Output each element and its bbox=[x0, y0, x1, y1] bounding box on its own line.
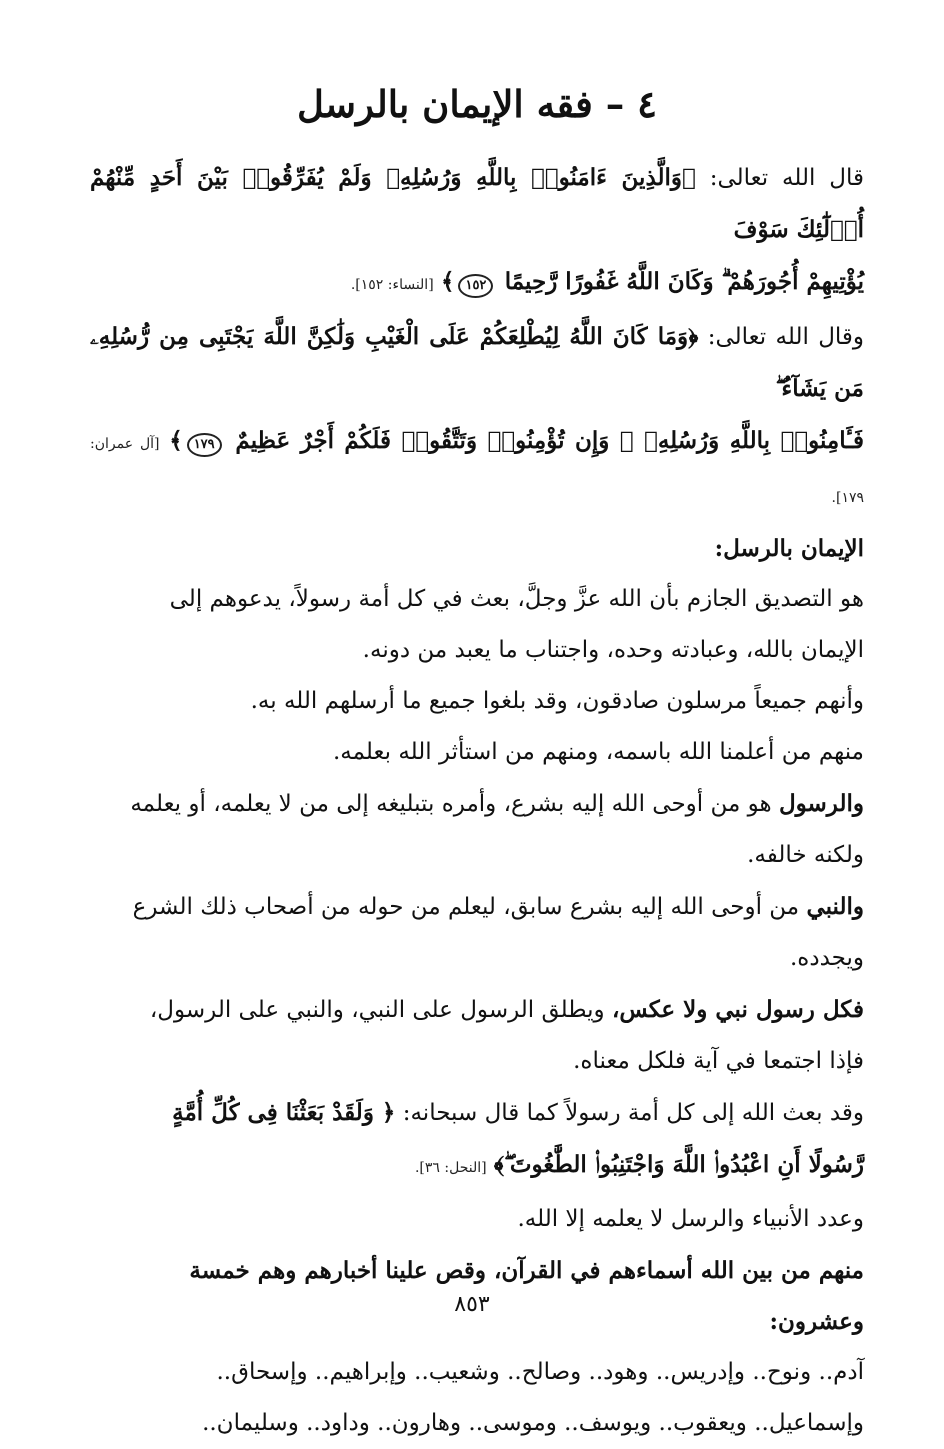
section-heading: الإيمان بالرسل: bbox=[714, 535, 864, 562]
para5-term: والنبي bbox=[806, 893, 864, 920]
verse3-close: ﴾ bbox=[493, 1151, 505, 1178]
verse2-text-b: فَـَٔامِنُوا۟ بِاللَّهِ وَرُسُلِهِۦ ۚ وَإِن تُؤْمِنُوا۟ وَتَتَّقُوا۟ فَلَكُمْ أَجْرٌ عَظِيمٌ bbox=[235, 427, 864, 454]
verse2-ref: [آل عمران: ١٧٩]. bbox=[90, 436, 864, 506]
verse2-close: ﴾ bbox=[169, 427, 183, 454]
para6-line2: فإذا اجتمعا في آية فلكل معناه. bbox=[573, 1048, 864, 1074]
verse3-text-a: ﴿ وَلَقَدْ بَعَثْنَا فِى كُلِّ أُمَّةٍ bbox=[172, 1099, 396, 1126]
verse3-line1 bbox=[90, 1087, 864, 1139]
para3: منهم من أعلمنا الله باسمه، ومنهم من استأثر الله بعلمه. bbox=[332, 739, 864, 765]
para6-line1 bbox=[90, 984, 864, 1036]
verse1-number: ١٥٢ bbox=[458, 274, 493, 298]
verse1-text-b: يُؤْتِيهِمْ أُجُورَهُمْ ۗ وَكَانَ اللَّهُ غَفُورًا رَّحِيمًا bbox=[504, 268, 864, 295]
para4-text: هو من أوحى الله إليه بشرع، وأمره بتبليغه إلى من لا يعلمه، أو يعلمه bbox=[130, 791, 779, 817]
verse2-number: ١٧٩ bbox=[187, 433, 222, 457]
para8-line2: وعشرون: bbox=[769, 1308, 864, 1335]
para5-line1 bbox=[90, 881, 864, 933]
para1-line1: هو التصديق الجازم بأن الله عزَّ وجلَّ، بعث في كل أمة رسولاً، يدعوهم إلى bbox=[169, 586, 864, 612]
verse3-line2 bbox=[90, 1139, 864, 1194]
page-number: ٨٥٣ bbox=[454, 1292, 490, 1317]
prophet-names-line1: آدم.. ونوح.. وإدريس.. وهود.. وصالح.. وشعيب.. وإبراهيم.. وإسحاق.. bbox=[216, 1359, 864, 1385]
para4-line2: ولكنه خالفه. bbox=[747, 842, 864, 868]
verse2-line2 bbox=[90, 415, 864, 524]
prophet-names-line2: وإسماعيل.. ويعقوب.. ويوسف.. وموسى.. وهارون.. وداود.. وسليمان.. bbox=[202, 1410, 864, 1436]
verse2-line1 bbox=[90, 311, 864, 415]
verse1-line1 bbox=[90, 152, 864, 256]
page-title: ٤ – فقه الإيمان بالرسل bbox=[297, 82, 657, 126]
para8-line1: منهم من بين الله أسماءهم في القرآن، وقص علينا أخبارهم وهم خمسة bbox=[189, 1257, 864, 1284]
page-content bbox=[90, 78, 864, 1449]
para4-term: والرسول bbox=[778, 790, 864, 817]
verse1-close: ﴾ bbox=[440, 268, 455, 295]
verse1-ref: [النساء: ١٥٢]. bbox=[350, 277, 434, 293]
para7: وعدد الأنبياء والرسل لا يعلمه إلا الله. bbox=[517, 1206, 864, 1232]
verse1-text-a: ﴿وَالَّذِينَ ءَامَنُوا۟ بِاللَّهِ وَرُسُلِهِۦ وَلَمْ يُفَرِّقُوا۟ بَيْنَ أَحَدٍ مِّنْهُمْ أُو۟لَٰٓئِكَ سَوْفَ bbox=[90, 164, 864, 243]
para6-term: فكل رسول نبي ولا عكس، bbox=[611, 996, 864, 1023]
para6-text: ويطلق الرسول على النبي، والنبي على الرسول، bbox=[149, 997, 612, 1023]
verse3-intro: وقد بعث الله إلى كل أمة رسولاً كما قال سبحانه: bbox=[402, 1100, 864, 1126]
para4-line1 bbox=[90, 778, 864, 830]
verse3-text-b: رَّسُولًا أَنِ اعْبُدُوا۟ اللَّهَ وَاجْتَنِبُوا۟ الطَّٰغُوتَ ۖ bbox=[504, 1151, 864, 1178]
verse2-text-a: ﴿وَمَا كَانَ اللَّهُ لِيُطْلِعَكُمْ عَلَى الْغَيْبِ وَلَٰكِنَّ اللَّهَ يَجْتَبِى مِن رُّسُلِهِۦ مَن يَشَآءُ ۖ bbox=[90, 323, 864, 402]
para5-line2: ويجدده. bbox=[789, 945, 864, 971]
para1-line2: الإيمان بالله، وعبادته وحده، واجتناب ما يعبد من دونه. bbox=[362, 637, 864, 663]
verse3-ref: [النحل: ٣٦]. bbox=[414, 1160, 487, 1176]
para5-text: من أوحى الله إليه بشرع سابق، ليعلم من حوله من أصحاب ذلك الشرع bbox=[132, 894, 807, 920]
verse1-line2 bbox=[90, 256, 864, 311]
para2: وأنهم جميعاً مرسلون صادقون، وقد بلغوا جميع ما أرسلهم الله به. bbox=[250, 688, 864, 714]
verse1-intro: قال الله تعالى: bbox=[709, 165, 864, 191]
verse2-intro: وقال الله تعالى: bbox=[707, 324, 865, 350]
